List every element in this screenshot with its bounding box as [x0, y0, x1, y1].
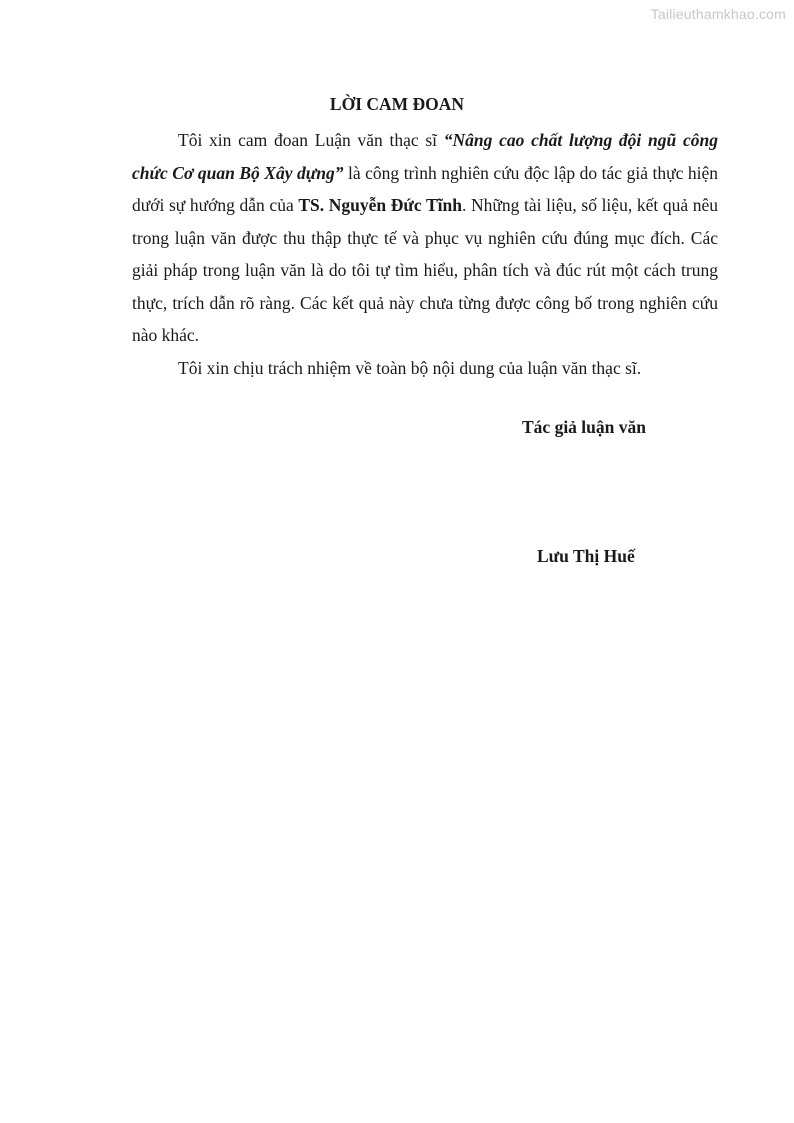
page-title: LỜI CAM ĐOAN	[329, 94, 465, 114]
paragraph-middle: là công trình nghiên cứu độc lập do tác giả thực hiện dưới sự hướng dẫn của	[132, 162, 718, 215]
supervisor-name: TS. Nguyễn Đức Tĩnh	[298, 195, 462, 215]
signature-role: Tác giả luận văn	[522, 417, 646, 437]
thesis-title: “Nâng cao chất lượng đội ngũ công chức Cơ quan Bộ Xây dựng”	[132, 130, 718, 183]
paragraph-rest: . Những tài liệu, số liệu, kết quả nêu trong luận văn được thu thập thực tế và phục vụ nghiên cứu đúng mục đích. Các giải pháp trong luận văn là do tôi tự tìm hiểu, phân tích và đúc rút một cách trung thực, trích dẫn rõ ràng. Các kết quả này chưa từng được công bố trong nghiên cứu nào khác.	[132, 195, 719, 345]
declaration-paragraph-2: Tôi xin chịu trách nhiệm về toàn bộ nội dung của luận văn thạc sĩ.	[178, 357, 642, 378]
declaration-body	[132, 124, 718, 384]
watermark-text: Tailieuthamkhao.com	[650, 6, 786, 22]
author-name: Lưu Thị Huế	[537, 546, 635, 566]
paragraph-intro: Tôi xin cam đoan Luận văn thạc sĩ	[178, 130, 444, 150]
declaration-paragraph-1	[132, 124, 718, 352]
